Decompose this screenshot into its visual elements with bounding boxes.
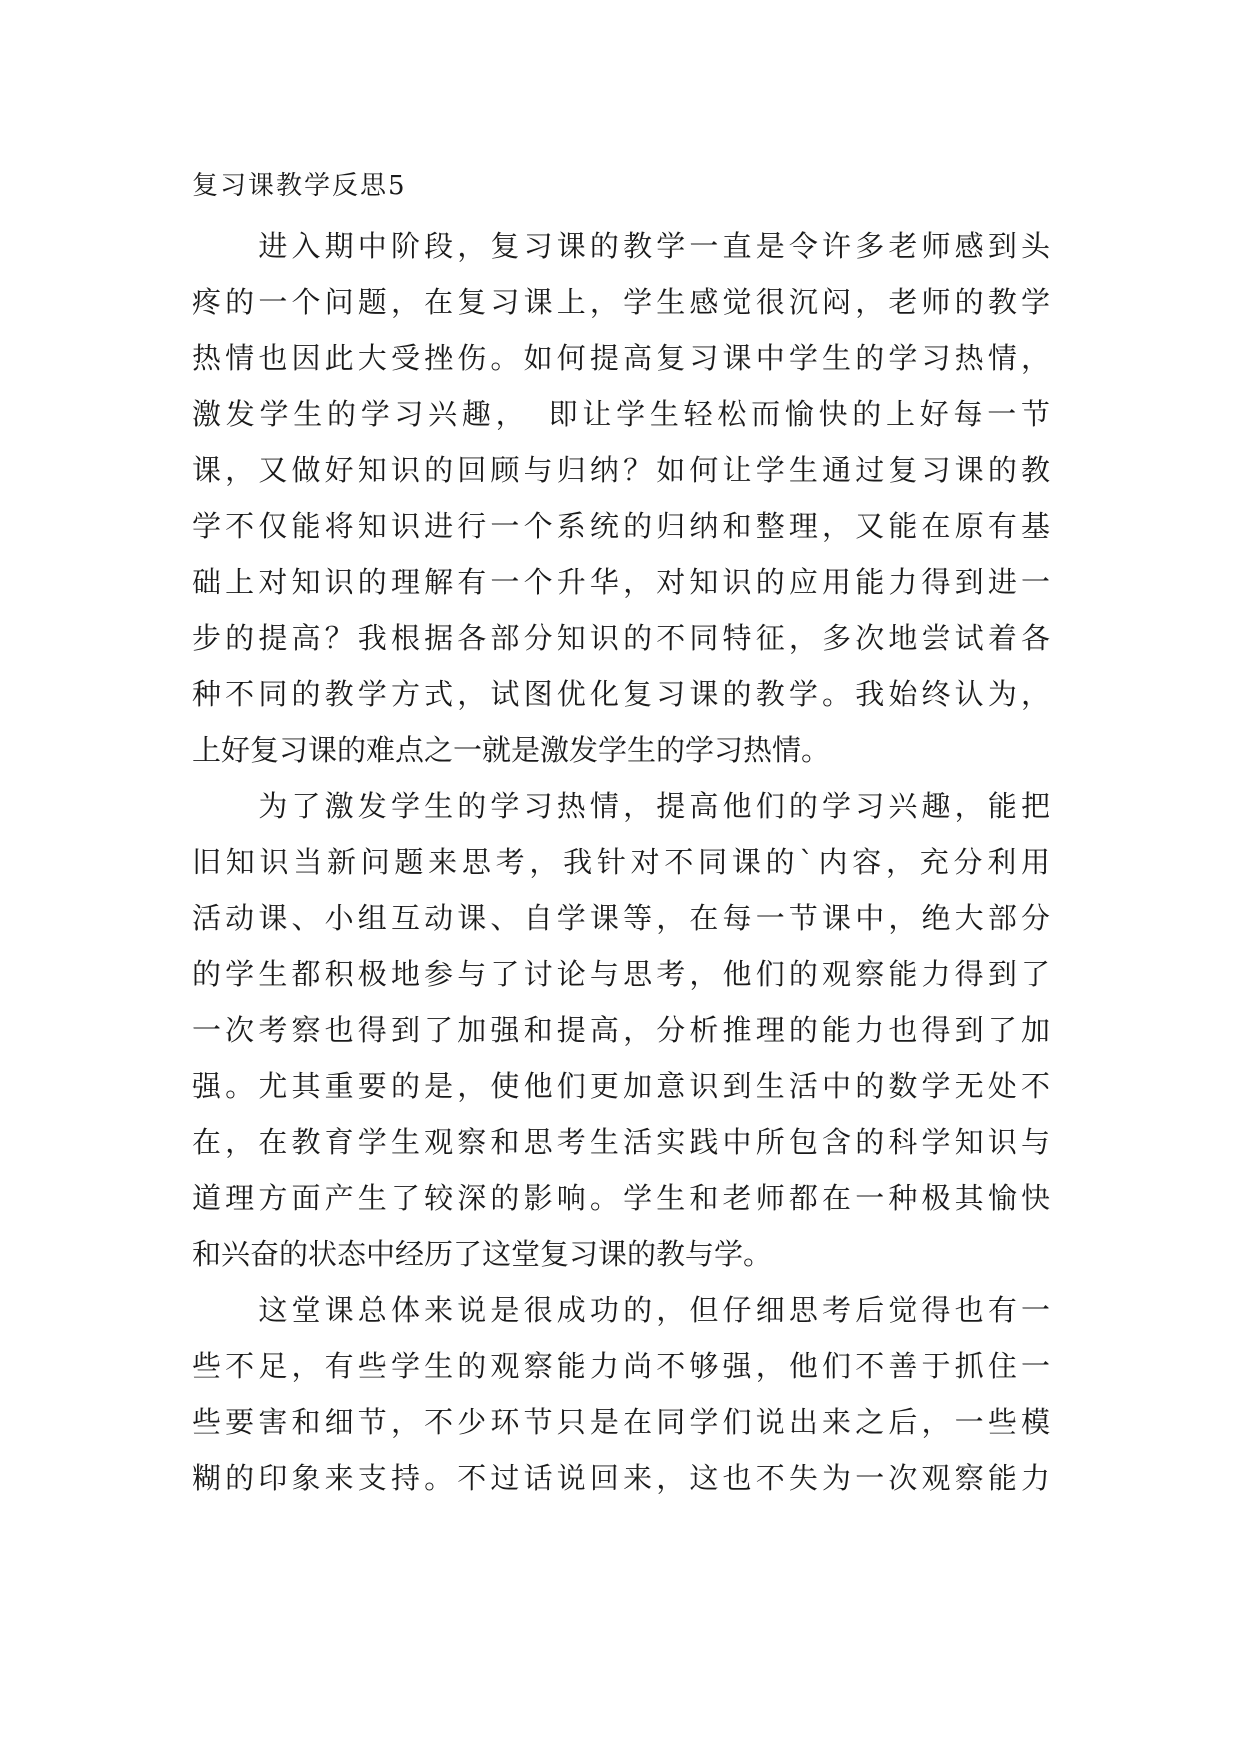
text-line: 糊的印象来支持。不过话说回来，这也不失为一次观察能力 <box>192 1461 1050 1495</box>
text-line: 活动课、小组互动课、自学课等，在每一节课中，绝大部分 <box>192 901 1050 935</box>
text-line: 些要害和细节，不少环节只是在同学们说出来之后，一些模 <box>192 1405 1050 1439</box>
text-line: 础上对知识的理解有一个升华，对知识的应用能力得到进一 <box>192 565 1050 599</box>
text-line: 一次考察也得到了加强和提高，分析推理的能力也得到了加 <box>192 1013 1050 1047</box>
text-line: 为了激发学生的学习热情，提高他们的学习兴趣，能把 <box>192 789 1050 823</box>
text-line: 些不足，有些学生的观察能力尚不够强，他们不善于抓住一 <box>192 1349 1050 1383</box>
text-line: 这堂课总体来说是很成功的，但仔细思考后觉得也有一 <box>192 1293 1050 1327</box>
text-line: 种不同的教学方式，试图优化复习课的教学。我始终认为， <box>192 677 1050 711</box>
text-line: 进入期中阶段，复习课的教学一直是令许多老师感到头 <box>192 229 1050 263</box>
document-title: 复习课教学反思5 <box>192 171 407 201</box>
text-line: 上好复习课的难点之一就是激发学生的学习热情。 <box>192 733 831 767</box>
text-line: 学不仅能将知识进行一个系统的归纳和整理，又能在原有基 <box>192 509 1050 543</box>
text-line: 步的提高？我根据各部分知识的不同特征，多次地尝试着各 <box>192 621 1050 655</box>
text-line: 疼的一个问题，在复习课上，学生感觉很沉闷，老师的教学 <box>192 285 1050 319</box>
text-line: 在，在教育学生观察和思考生活实践中所包含的科学知识与 <box>192 1125 1050 1159</box>
text-line: 热情也因此大受挫伤。如何提高复习课中学生的学习热情， <box>192 341 1050 375</box>
text-line: 旧知识当新问题来思考，我针对不同课的`内容，充分利用 <box>192 845 1050 879</box>
text-line: 课，又做好知识的回顾与归纳？如何让学生通过复习课的教 <box>192 453 1050 487</box>
text-line: 强。尤其重要的是，使他们更加意识到生活中的数学无处不 <box>192 1069 1050 1103</box>
text-line: 和兴奋的状态中经历了这堂复习课的教与学。 <box>192 1237 773 1271</box>
text-line: 的学生都积极地参与了讨论与思考，他们的观察能力得到了 <box>192 957 1050 991</box>
text-line: 激发学生的学习兴趣， 即让学生轻松而愉快的上好每一节 <box>192 397 1050 431</box>
text-line: 道理方面产生了较深的影响。学生和老师都在一种极其愉快 <box>192 1181 1050 1215</box>
